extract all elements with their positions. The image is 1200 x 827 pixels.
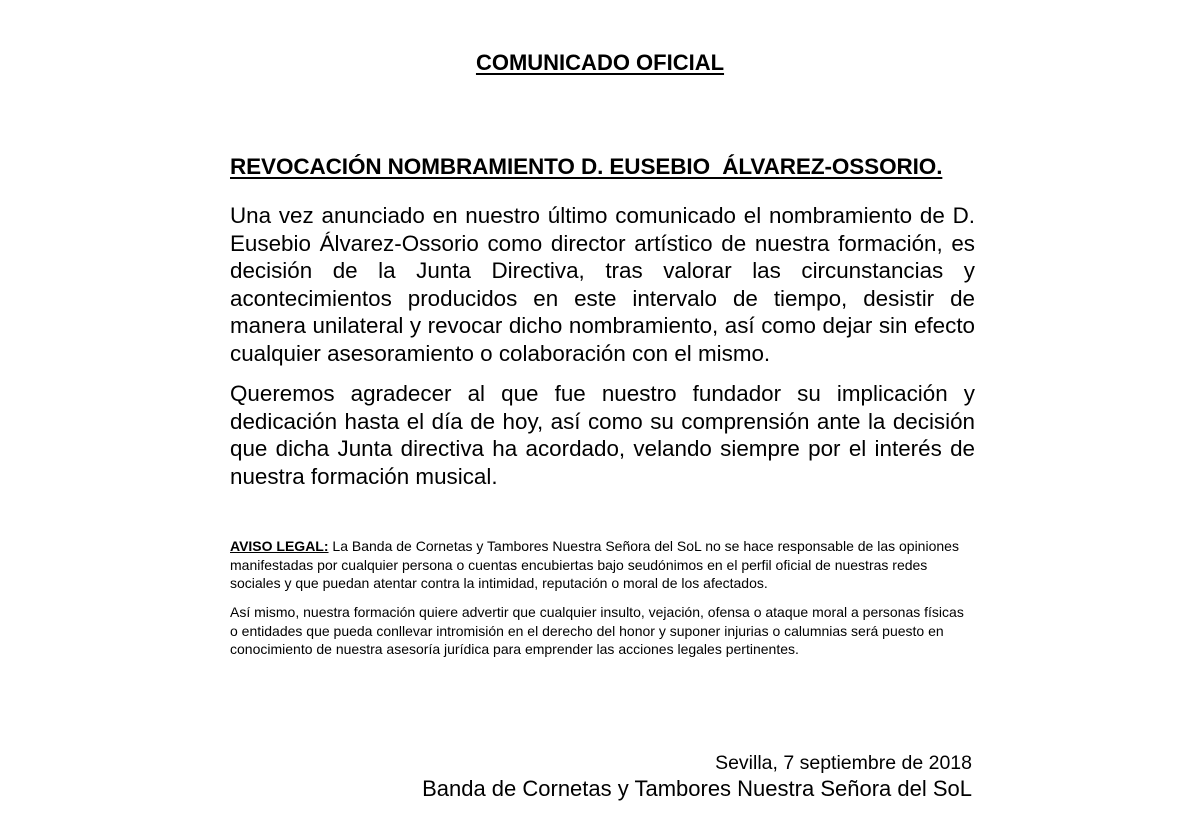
document-title: COMUNICADO OFICIAL [475, 50, 725, 75]
legal-notice-text: La Banda de Cornetas y Tambores Nuestra Señora del SoL no se hace responsable de las opiniones manifestadas por cualquier persona o cuentas encubiertas bajo seudónimos en el perfil oficial de nuestras redes sociales y que puedan atentar contra la intimidad, reputación o moral de los afectados. [230, 538, 959, 591]
document-subject: REVOCACIÓN NOMBRAMIENTO D. EUSEBIO ÁLVAREZ-OSSORIO. [230, 154, 943, 179]
legal-notice [230, 537, 975, 593]
legal-notice-second-paragraph: Así mismo, nuestra formación quiere advertir que cualquier insulto, vejación, ofensa o ataque moral a personas físicas o entidades que pueda conllevar intromisión en el derecho del honor y suponer injurias o calumnias será puesto en conocimiento de nuestra asesoría jurídica para emprender las acciones legales pertinentes. [230, 604, 964, 657]
signature-organization: Banda de Cornetas y Tambores Nuestra Señora del SoL [422, 776, 972, 801]
legal-notice-label: AVISO LEGAL: [230, 538, 329, 554]
body-paragraph-2: Queremos agradecer al que fue nuestro fundador su implicación y dedicación hasta el día de hoy, así como su comprensión ante la decisión que dicha Junta directiva ha acordado, velando siempre por el interés de nuestra formación musical. [230, 381, 975, 489]
signature-place-date: Sevilla, 7 septiembre de 2018 [715, 752, 972, 774]
body-paragraph-1: Una vez anunciado en nuestro último comunicado el nombramiento de D. Eusebio Álvarez-Ossorio como director artístico de nuestra formación, es decisión de la Junta Directiva, tras valorar las circunstancias y acontecimientos producidos en este intervalo de tiempo, desistir de manera unilateral y revocar dicho nombramiento, así como dejar sin efecto cualquier asesoramiento o colaboración con el mismo. [230, 203, 975, 366]
